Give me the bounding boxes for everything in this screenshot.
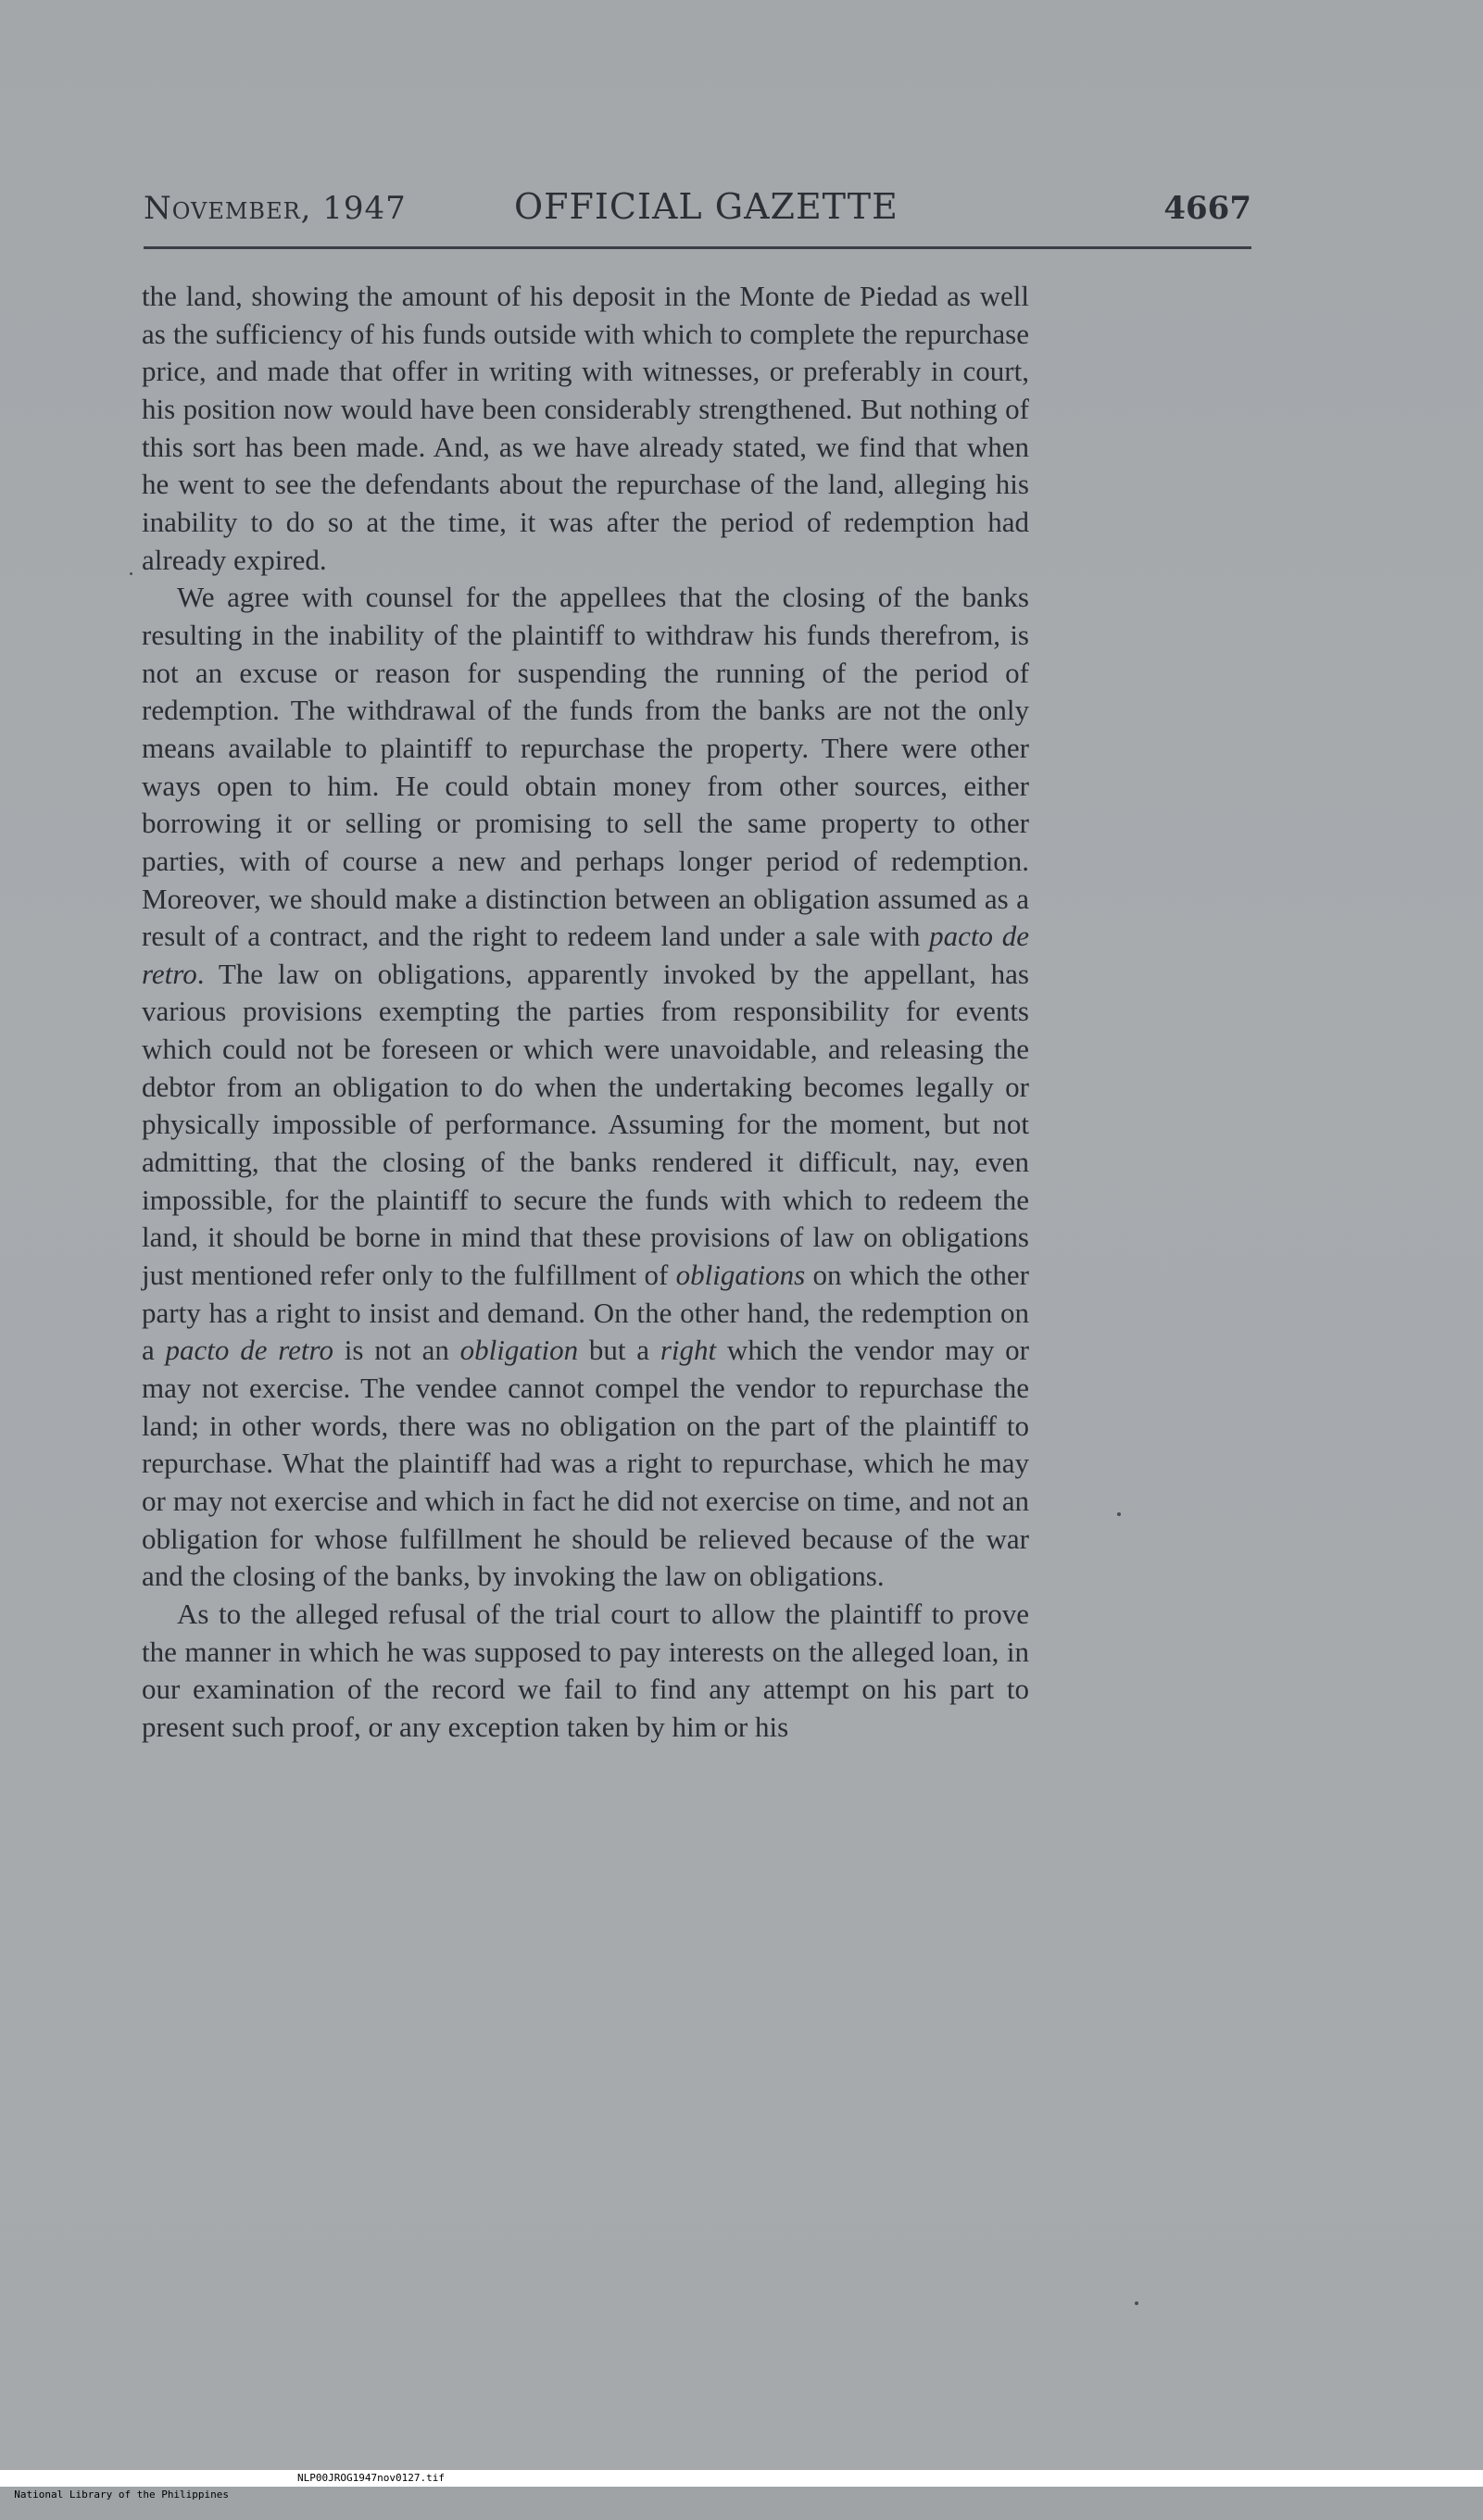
- header-year: , 1947: [300, 190, 407, 227]
- footer-filename: NLP00JROG1947nov0127.tif: [297, 2472, 445, 2484]
- footer-library: National Library of the Philippines: [14, 2489, 230, 2501]
- paragraph-refusal: As to the alleged refusal of the trial court to allow the plaintiff to prove the manner in which he was supposed to pay interests on the alleged loan, in our examination of the record we fail to find any attempt on his part to present such proof, or any exception taken by him or his: [142, 1597, 1029, 1743]
- italic-run: pacto de retro: [142, 920, 1029, 990]
- header-date: [144, 190, 407, 227]
- page-header: [144, 186, 1251, 232]
- paper-speck: [1117, 1512, 1121, 1516]
- text-run: but a: [578, 1334, 660, 1367]
- paragraph-counsel: [142, 579, 1029, 1596]
- italic-run: obligation: [459, 1334, 579, 1367]
- body-text: [142, 278, 1029, 1747]
- text-run: on which the other party has a right to insist and demand. On the other hand, the redemption on a: [142, 1259, 1030, 1367]
- italic-run: right: [660, 1334, 717, 1367]
- paper-speck: [1135, 2301, 1138, 2305]
- italic-run: obligations: [675, 1259, 806, 1292]
- paragraph-continuation: the land, showing the amount of his deposit in the Monte de Piedad as well as the sufficiency of his funds outside with which to complete the repurchase price, and made that offer in writing with witnesses, or preferably in court, his position now would have been considerably strengthened. But nothing of this sort has been made. And, as we have already stated, we find that when he went to see the defendants about the repurchase of the land, alleging his inability to do so at the time, it was after the period of redemption had already expired.: [142, 280, 1029, 576]
- page-number: 4667: [1163, 190, 1251, 227]
- paper-speck: [130, 572, 132, 575]
- text-run: We agree with counsel for the appellees that the closing of the banks resulting in the inability of the plaintiff to withdraw his funds therefrom, is not an excuse or reason for suspending the running of the period of redemption. The withdrawal of the funds from the banks are not the only means available to plaintiff to repurchase the property. There were other ways open to him. He could obtain money from other sources, either borrowing it or selling or promising to sell the same property to other parties, with of course a new and perhaps longer period of redemption. Moreover, we should make a distinction between an obligation assumed as a result of a contract, and the right to redeem land under a sale with: [142, 581, 1029, 953]
- text-run: . The law on obligations, apparently invoked by the appellant, has various provisions exempting the parties from responsibility for events which could not be foreseen or which were unavoidable, and releasing the debtor from an obligation to do when the undertaking becomes legally or physically impossible of performance. Assuming for the moment, but not admitting, that the closing of the banks rendered it difficult, nay, even impossible, for the plaintiff to secure the funds with which to redeem the land, it should be borne in mind that these provisions of law on obligations just mentioned refer only to the fulfillment of: [142, 957, 1029, 1292]
- header-rule: [144, 246, 1251, 249]
- scan-footer: [0, 2470, 1483, 2501]
- italic-run: pacto de retro: [165, 1334, 333, 1367]
- text-run: is not an: [333, 1334, 460, 1367]
- header-month: November: [144, 190, 301, 227]
- text-run: which the vendor may or may not exercise. The vendee cannot compel the vendor to repurchase the land; in other words, there was no obligation on the part of the plaintiff to repurchase. What the plaintiff had was a right to repurchase, which he may or may not exercise and which in fact he did not exercise on time, and not an obligation for whose fulfillment he should be relieved because of the war and the closing of the banks, by invoking the law on obligations.: [142, 1334, 1029, 1593]
- header-title: OFFICIAL GAZETTE: [514, 186, 899, 227]
